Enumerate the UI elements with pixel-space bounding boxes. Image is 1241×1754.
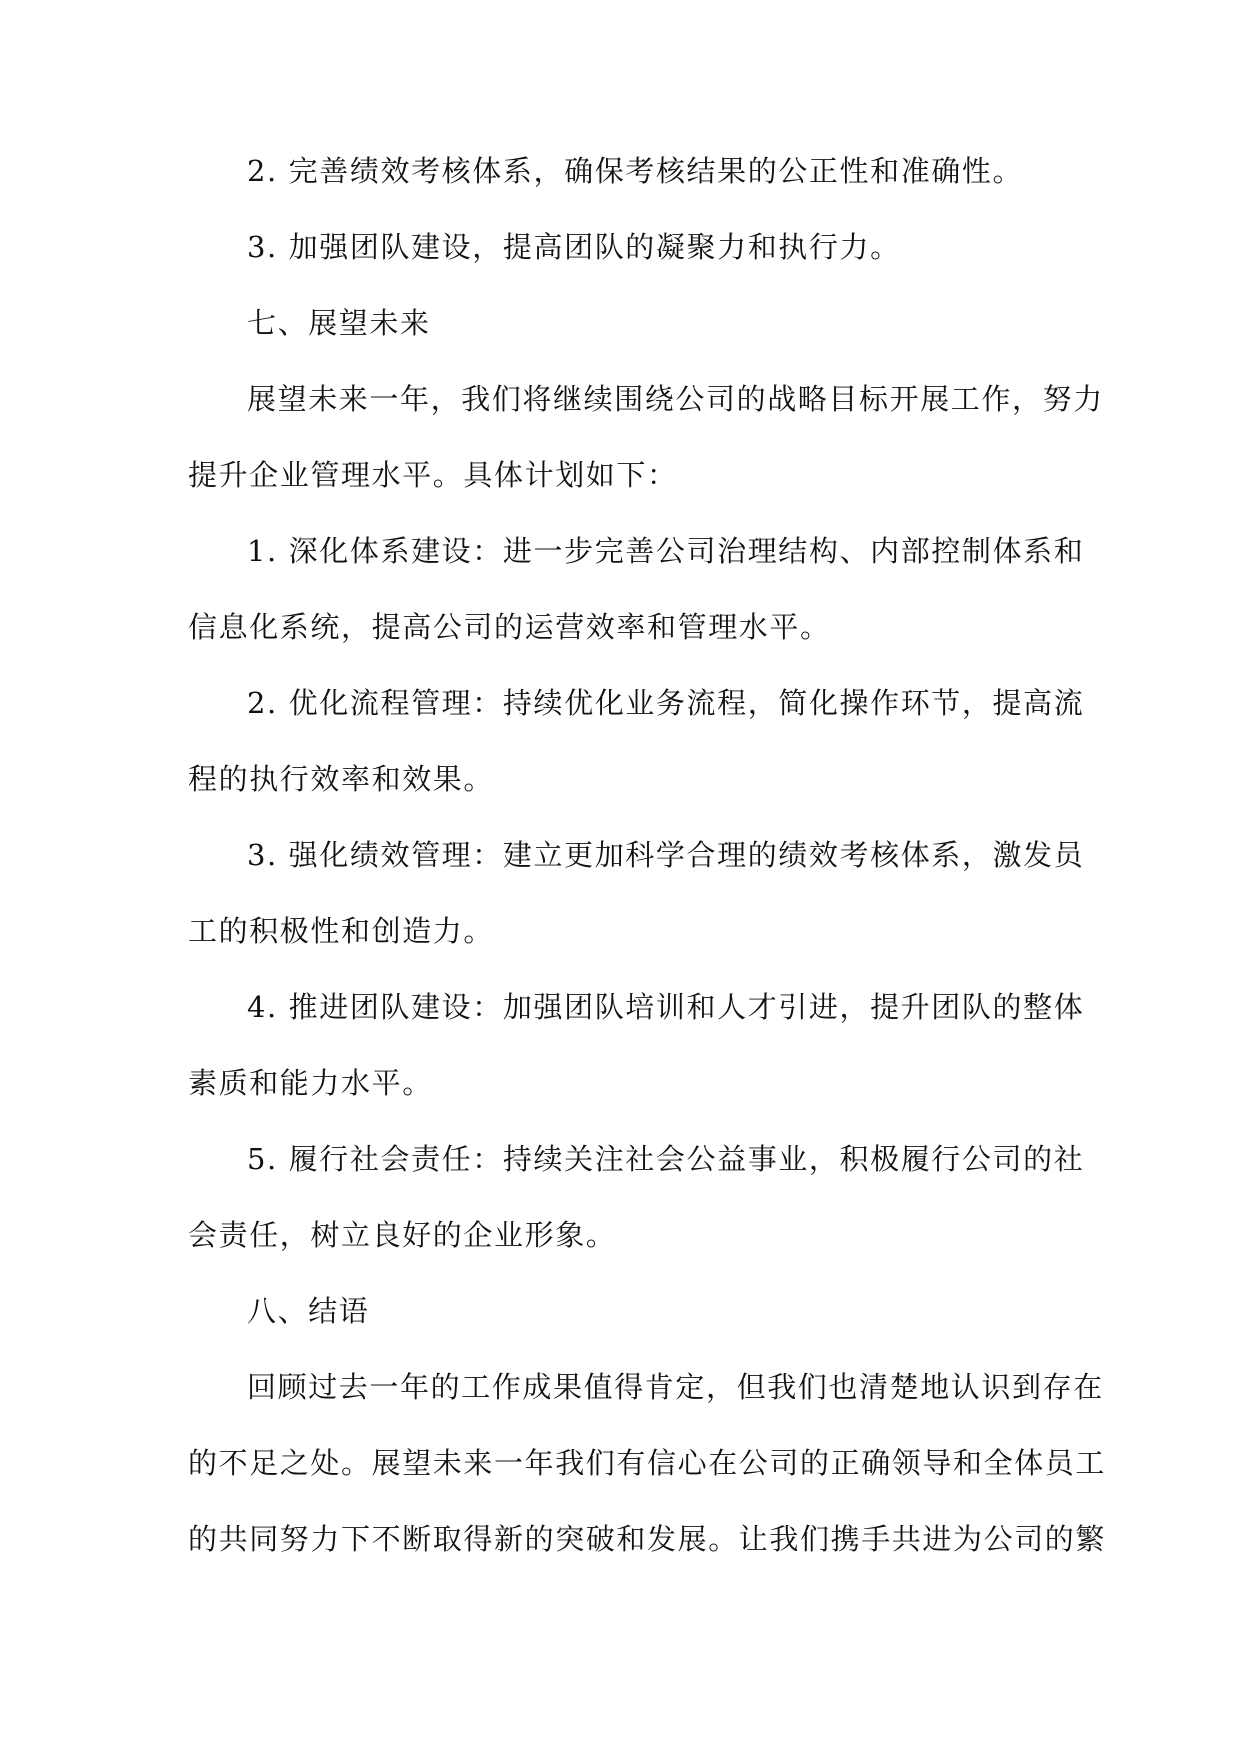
list-item-line: 会责任，树立良好的企业形象。	[188, 1218, 617, 1252]
paragraph-line: 提升企业管理水平。具体计划如下：	[188, 458, 678, 492]
list-item-line: 1. 深化体系建设：进一步完善公司治理结构、内部控制体系和	[247, 534, 1085, 568]
list-item-line: 3. 强化绩效管理：建立更加科学合理的绩效考核体系，激发员	[247, 838, 1085, 872]
list-item-line: 信息化系统，提高公司的运营效率和管理水平。	[188, 610, 831, 644]
list-item-line: 2. 完善绩效考核体系，确保考核结果的公正性和准确性。	[247, 154, 1024, 188]
list-item-line: 程的执行效率和效果。	[188, 762, 495, 796]
list-item-line: 4. 推进团队建设：加强团队培训和人才引进，提升团队的整体	[247, 990, 1085, 1024]
list-item-line: 2. 优化流程管理：持续优化业务流程，简化操作环节，提高流	[247, 686, 1085, 720]
paragraph-line: 展望未来一年，我们将继续围绕公司的战略目标开展工作，努力	[247, 382, 1104, 416]
list-item-line: 5. 履行社会责任：持续关注社会公益事业，积极履行公司的社	[247, 1142, 1085, 1176]
paragraph-line: 的不足之处。展望未来一年我们有信心在公司的正确领导和全体员工	[188, 1446, 1107, 1480]
section-heading: 八、结语	[247, 1294, 370, 1328]
list-item-line: 工的积极性和创造力。	[188, 914, 495, 948]
list-item-line: 3. 加强团队建设，提高团队的凝聚力和执行力。	[247, 230, 901, 264]
paragraph-line: 的共同努力下不断取得新的突破和发展。让我们携手共进为公司的繁	[188, 1522, 1107, 1556]
list-item-line: 素质和能力水平。	[188, 1066, 433, 1100]
paragraph-line: 回顾过去一年的工作成果值得肯定，但我们也清楚地认识到存在	[247, 1370, 1104, 1404]
section-heading: 七、展望未来	[247, 306, 431, 340]
